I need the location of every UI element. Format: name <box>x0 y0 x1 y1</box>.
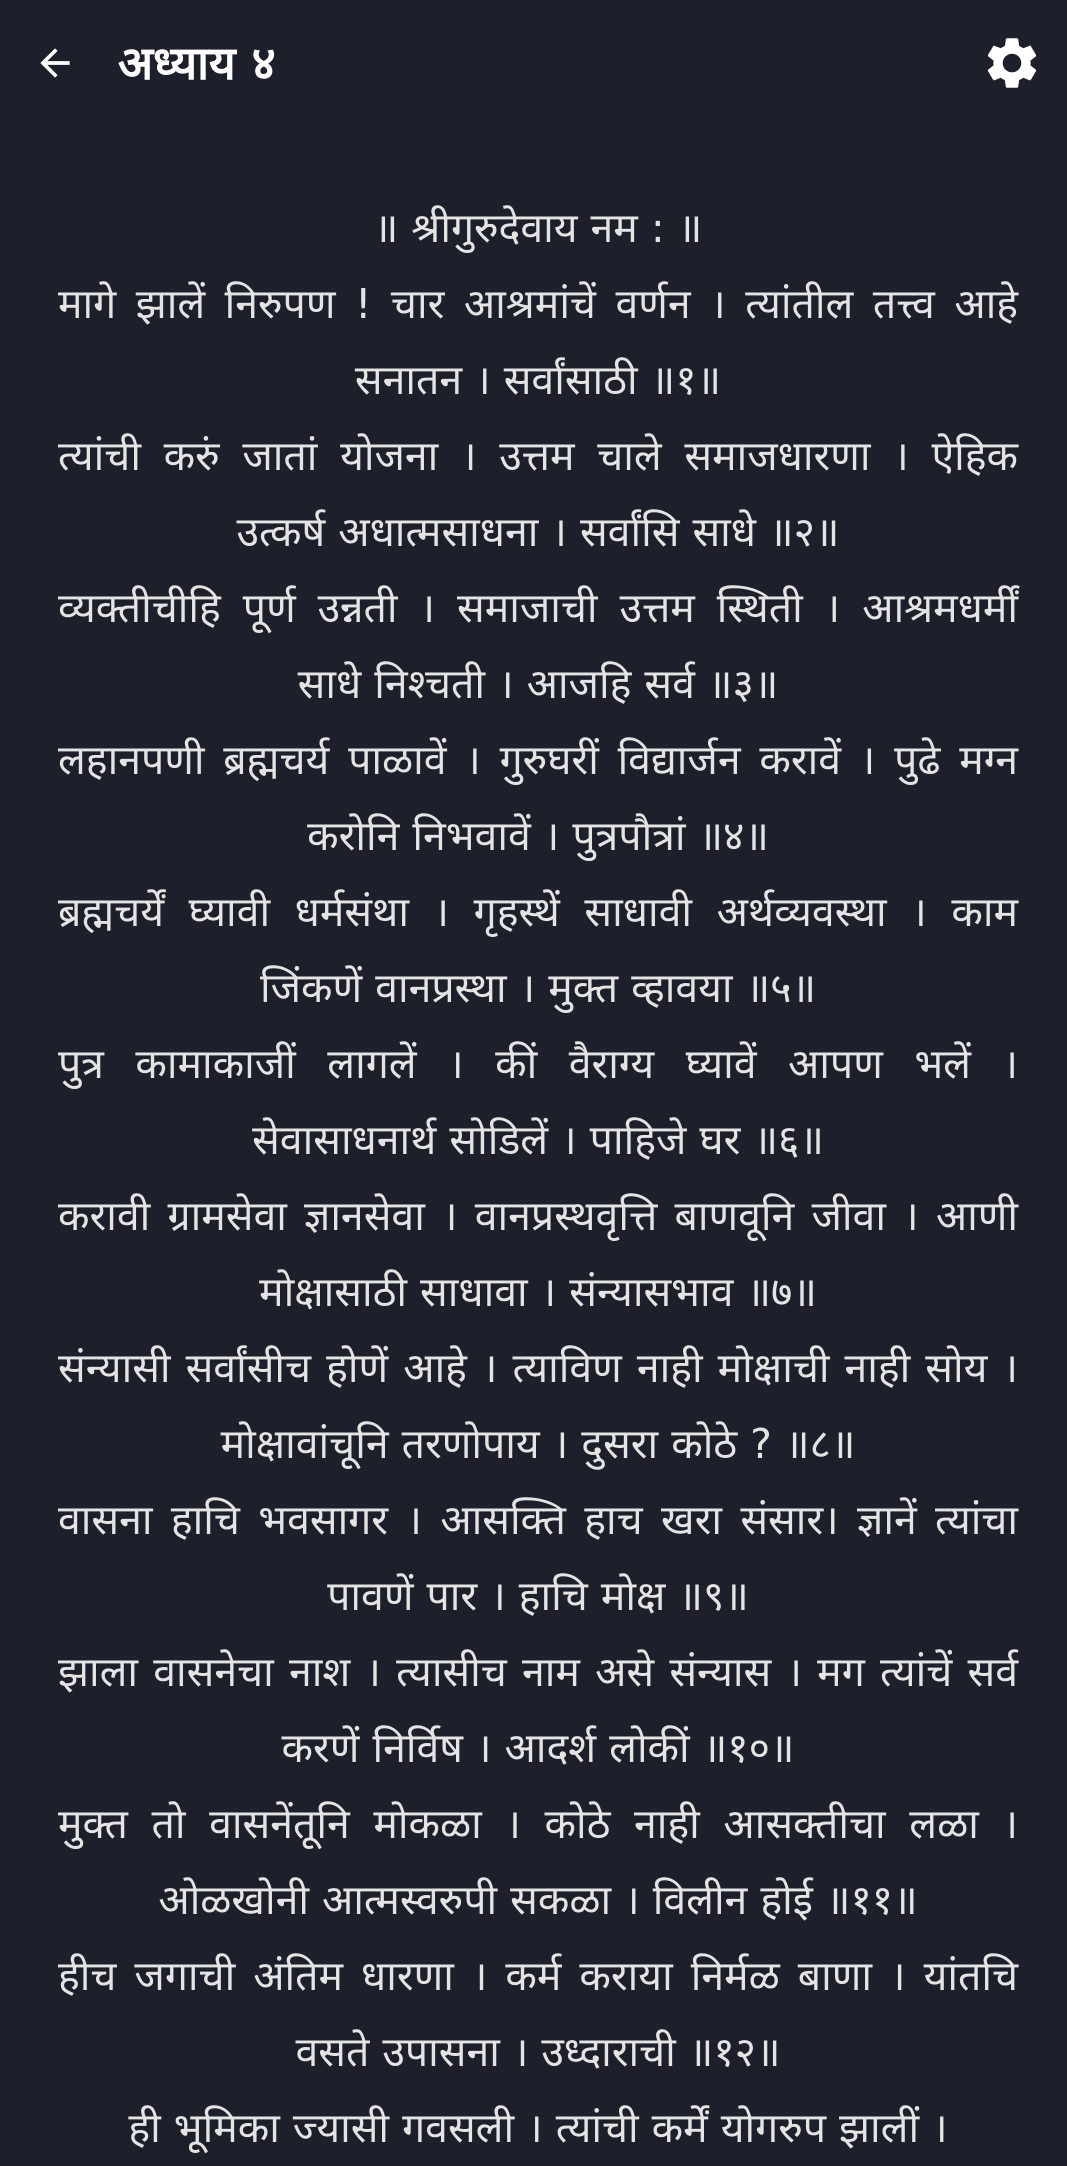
verse-12: हीच जगाची अंतिम धारणा । कर्म कराया निर्मळ बाणा । यांतचि वसते उपासना । उध्दाराची ॥१२॥ <box>58 1952 1018 2076</box>
verse-3: व्यक्तीचीहि पूर्ण उन्नती । समाजाची उत्तम स्थिती । आश्रमधर्मीं साधे निश्चती । आजहि सर्व ॥३॥ <box>58 584 1018 708</box>
back-button[interactable] <box>22 30 88 96</box>
settings-button[interactable] <box>977 28 1047 98</box>
verse-6: पुत्र कामाकाजीं लागलें । कीं वैराग्य घ्यावें आपण भलें । सेवासाधनार्थ सोडिलें । पाहिजे घर ॥६॥ <box>58 1040 1018 1164</box>
verse-5: ब्रह्मचर्यें घ्यावी धर्मसंथा । गृहस्थें साधावी अर्थव्यवस्था । काम जिंकणें वानप्रस्था । मुक्त व्हावया ॥५॥ <box>58 888 1018 1012</box>
verse-11: मुक्त तो वासनेंतूनि मोकळा । कोठे नाही आसक्तीचा लळा । ओळखोनी आत्मस्वरुपी सकळा । विलीन होई ॥११॥ <box>58 1800 1018 1924</box>
arrow-left-icon <box>33 41 77 85</box>
verse-8: संन्यासी सर्वांसीच होणें आहे । त्याविण नाही मोक्षाची नाही सोय । मोक्षावांचूनि तरणोपाय । दुसरा कोठे ? ॥८॥ <box>58 1344 1018 1468</box>
verse-13-partial: ही भूमिका ज्यासी गवसली । त्यांची कर्में योगरुप झालीं । <box>128 2104 948 2152</box>
verse-7: करावी ग्रामसेवा ज्ञानसेवा । वानप्रस्थवृत्ति बाणवूनि जीवा । आणी मोक्षासाठी साधावा । संन्यासभाव ॥७॥ <box>58 1192 1018 1316</box>
chapter-text <box>58 190 1018 2166</box>
verse-4: लहानपणी ब्रह्मचर्य पाळावें । गुरुघरीं विद्यार्जन करावें । पुढे मग्न करोनि निभवावें । पुत्रपौत्रां ॥४॥ <box>58 736 1018 860</box>
verse-10: झाला वासनेचा नाश । त्यासीच नाम असे संन्यास । मग त्यांचें सर्व करणें निर्विष । आदर्श लोकीं ॥१०॥ <box>58 1648 1018 1772</box>
page-title: अध्याय ४ <box>118 36 276 90</box>
verse-2: त्यांची करुं जातां योजना । उत्तम चाले समाजधारणा । ऐहिक उत्कर्ष अधात्मसाधना । सर्वांसि साधे ॥२॥ <box>58 432 1018 556</box>
verse-1: मागे झालें निरुपण ! चार आश्रमांचें वर्णन । त्यांतील तत्त्व आहे सनातन । सर्वांसाठी ॥१॥ <box>58 280 1018 404</box>
verse-9: वासना हाचि भवसागर । आसक्ति हाच खरा संसार। ज्ञानें त्यांचा पावणें पार । हाचि मोक्ष ॥९॥ <box>58 1496 1018 1620</box>
invocation-heading: ॥ श्रीगुरुदेवाय नम : ॥ <box>373 204 703 252</box>
gear-icon <box>981 32 1043 94</box>
app-bar <box>0 0 1067 128</box>
